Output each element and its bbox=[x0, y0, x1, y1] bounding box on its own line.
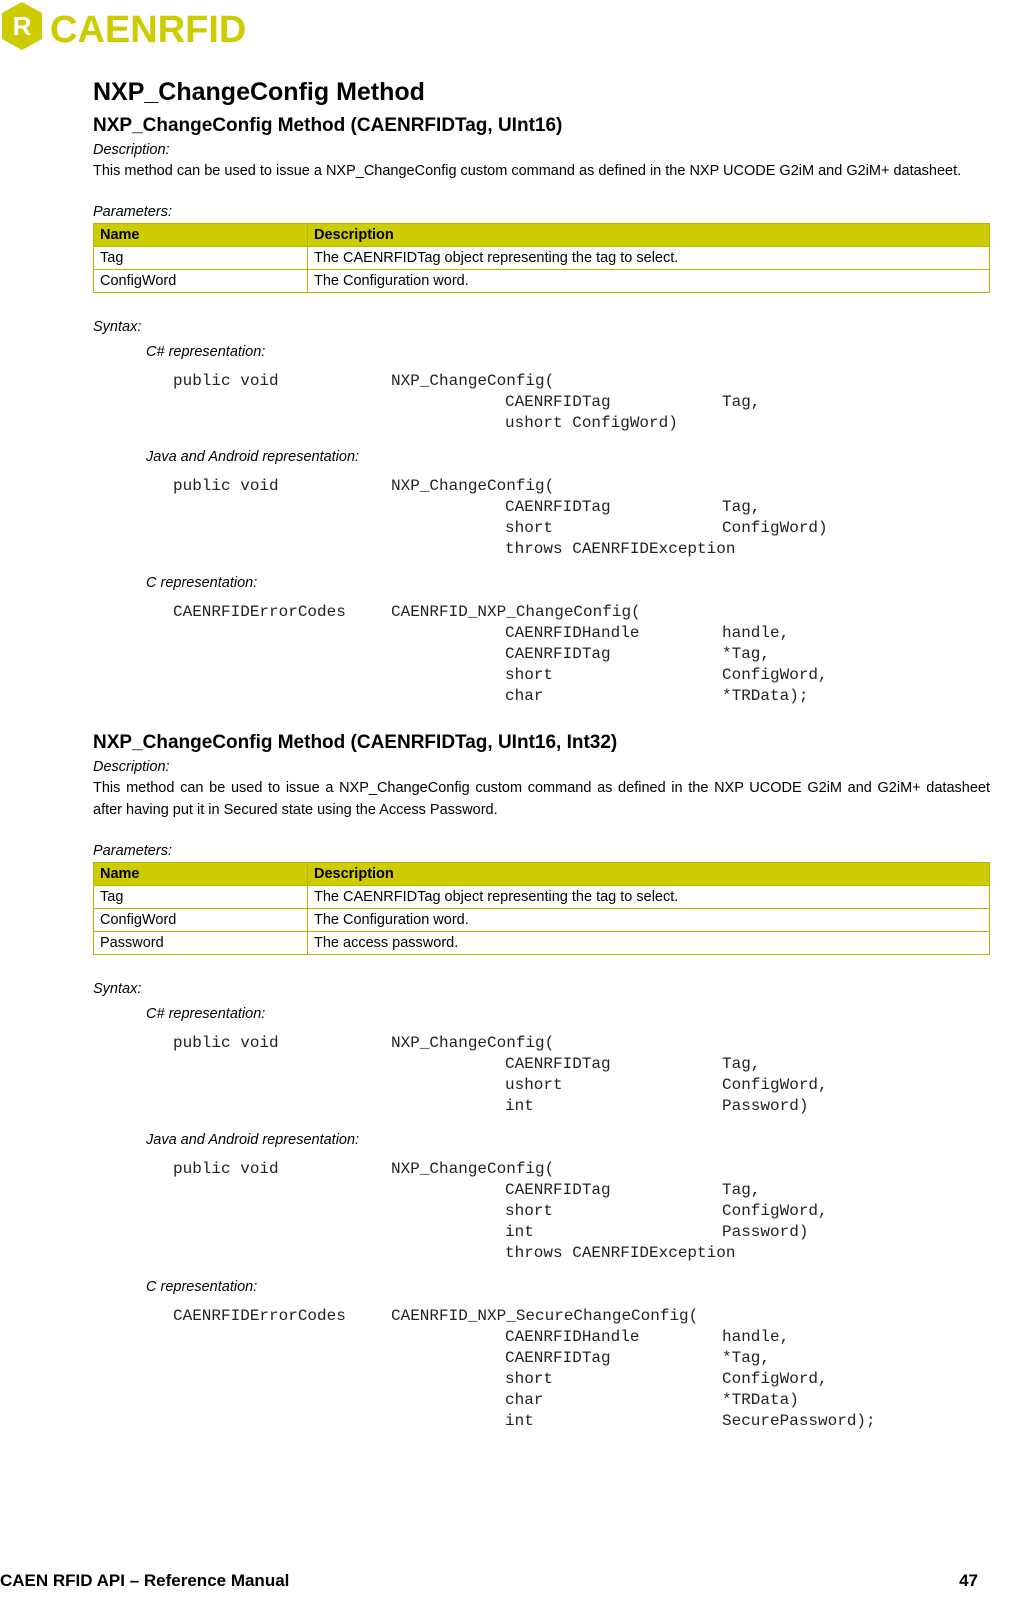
code-token: Tag, bbox=[722, 498, 761, 516]
code-line bbox=[173, 1327, 990, 1348]
code-line bbox=[173, 1411, 990, 1432]
code-token: int bbox=[505, 1097, 534, 1115]
code-token: int bbox=[505, 1412, 534, 1430]
code-token: CAENRFID_NXP_SecureChangeConfig( bbox=[391, 1307, 699, 1325]
code-line bbox=[173, 1243, 990, 1264]
code-token: ConfigWord) bbox=[722, 519, 828, 537]
code-token: NXP_ChangeConfig( bbox=[391, 372, 555, 390]
code-token: SecurePassword); bbox=[722, 1412, 876, 1430]
code-token: NXP_ChangeConfig( bbox=[391, 1034, 555, 1052]
code-line bbox=[173, 476, 990, 497]
code-line bbox=[173, 1096, 990, 1117]
header-description: Description bbox=[308, 863, 990, 886]
table-row bbox=[94, 909, 990, 932]
parameters-label: Parameters: bbox=[93, 843, 172, 859]
code-line bbox=[173, 1369, 990, 1390]
description-label: Description: bbox=[93, 142, 170, 158]
code-token: Tag, bbox=[722, 1055, 761, 1073]
code-line bbox=[173, 539, 990, 560]
table-row bbox=[94, 932, 990, 955]
code-token: CAENRFID_NXP_ChangeConfig( bbox=[391, 603, 641, 621]
code-token: ushort bbox=[505, 1076, 563, 1094]
footer-title: CAEN RFID API – Reference Manual bbox=[0, 1571, 290, 1590]
code-line bbox=[173, 413, 990, 434]
param-name: ConfigWord bbox=[94, 909, 308, 932]
code-token: short bbox=[505, 1202, 554, 1220]
table-header-row bbox=[94, 863, 990, 886]
code-token: CAENRFIDHandle bbox=[505, 624, 640, 642]
logo-text: CAENRFID bbox=[50, 9, 247, 51]
code-line bbox=[173, 1348, 990, 1369]
code-token: ConfigWord, bbox=[722, 1076, 828, 1094]
code-token: NXP_ChangeConfig( bbox=[391, 477, 555, 495]
code-line bbox=[173, 602, 990, 623]
header-description: Description bbox=[308, 224, 990, 247]
syntax-label: Syntax: bbox=[93, 319, 142, 335]
code-line bbox=[173, 1159, 990, 1180]
section-2 bbox=[93, 729, 990, 1432]
param-name: Password bbox=[94, 932, 308, 955]
csharp-code bbox=[173, 1033, 990, 1117]
csharp-label: C# representation: bbox=[146, 1006, 266, 1022]
page-number: 47 bbox=[959, 1571, 978, 1590]
code-line bbox=[173, 1054, 990, 1075]
table-row bbox=[94, 247, 990, 270]
section-1 bbox=[93, 112, 990, 707]
java-label: Java and Android representation: bbox=[146, 1132, 360, 1148]
code-line bbox=[173, 497, 990, 518]
parameters-table bbox=[93, 862, 990, 955]
java-code bbox=[173, 476, 990, 560]
parameters-label: Parameters: bbox=[93, 204, 172, 220]
param-name: ConfigWord bbox=[94, 270, 308, 293]
csharp-label: C# representation: bbox=[146, 344, 266, 360]
code-line bbox=[173, 665, 990, 686]
table-row bbox=[94, 886, 990, 909]
code-line bbox=[173, 1390, 990, 1411]
header-name: Name bbox=[94, 863, 308, 886]
code-token: *TRData) bbox=[722, 1391, 799, 1409]
param-name: Tag bbox=[94, 247, 308, 270]
description-text: This method can be used to issue a NXP_ChangeConfig custom command as defined in the NXP UCODE G2iM and G2iM+ datasheet after having put it in Secured state using the Access Password. bbox=[93, 780, 990, 818]
section-2-heading: NXP_ChangeConfig Method (CAENRFIDTag, UInt16, Int32) bbox=[93, 732, 618, 753]
code-line bbox=[173, 371, 990, 392]
code-line bbox=[173, 686, 990, 707]
code-token: public void bbox=[173, 1034, 279, 1052]
header-name: Name bbox=[94, 224, 308, 247]
code-token: CAENRFIDTag bbox=[505, 498, 611, 516]
code-token: char bbox=[505, 687, 544, 705]
code-line bbox=[173, 392, 990, 413]
c-code bbox=[173, 1306, 990, 1432]
code-token: ConfigWord, bbox=[722, 1202, 828, 1220]
code-token: short bbox=[505, 519, 554, 537]
code-token: CAENRFIDTag bbox=[505, 645, 611, 663]
param-description: The Configuration word. bbox=[308, 909, 990, 932]
java-label: Java and Android representation: bbox=[146, 449, 360, 465]
code-line bbox=[173, 1075, 990, 1096]
param-description: The access password. bbox=[308, 932, 990, 955]
code-line bbox=[173, 1306, 990, 1327]
c-code bbox=[173, 602, 990, 707]
c-label: C representation: bbox=[146, 575, 258, 591]
param-description: The Configuration word. bbox=[308, 270, 990, 293]
code-token: CAENRFIDTag bbox=[505, 1349, 611, 1367]
code-token: handle, bbox=[722, 624, 790, 642]
code-token: Tag, bbox=[722, 1181, 761, 1199]
caenrfid-logo bbox=[0, 0, 290, 58]
code-token: throws CAENRFIDException bbox=[505, 1244, 736, 1262]
code-token: NXP_ChangeConfig( bbox=[391, 1160, 555, 1178]
code-token: char bbox=[505, 1391, 544, 1409]
code-token: CAENRFIDTag bbox=[505, 1181, 611, 1199]
code-token: public void bbox=[173, 1160, 279, 1178]
code-token: handle, bbox=[722, 1328, 790, 1346]
c-label: C representation: bbox=[146, 1279, 258, 1295]
code-line bbox=[173, 1201, 990, 1222]
description-text: This method can be used to issue a NXP_ChangeConfig custom command as defined in the NXP UCODE G2iM and G2iM+ datasheet. bbox=[93, 163, 962, 179]
code-token: short bbox=[505, 666, 554, 684]
code-token: CAENRFIDHandle bbox=[505, 1328, 640, 1346]
code-token: ushort ConfigWord) bbox=[505, 414, 678, 432]
code-token: Password) bbox=[722, 1097, 809, 1115]
code-token: *Tag, bbox=[722, 645, 771, 663]
code-token: CAENRFIDErrorCodes bbox=[173, 1307, 346, 1325]
code-line bbox=[173, 623, 990, 644]
parameters-table bbox=[93, 223, 990, 293]
code-token: public void bbox=[173, 477, 279, 495]
code-token: public void bbox=[173, 372, 279, 390]
code-line bbox=[173, 518, 990, 539]
code-token: ConfigWord, bbox=[722, 666, 828, 684]
code-token: int bbox=[505, 1223, 534, 1241]
code-token: CAENRFIDTag bbox=[505, 1055, 611, 1073]
code-token: Tag, bbox=[722, 393, 761, 411]
code-line bbox=[173, 1180, 990, 1201]
code-token: *TRData); bbox=[722, 687, 809, 705]
code-token: Password) bbox=[722, 1223, 809, 1241]
section-1-heading: NXP_ChangeConfig Method (CAENRFIDTag, UInt16) bbox=[93, 115, 563, 136]
code-token: CAENRFIDTag bbox=[505, 393, 611, 411]
code-token: short bbox=[505, 1370, 554, 1388]
param-description: The CAENRFIDTag object representing the tag to select. bbox=[308, 886, 990, 909]
code-line bbox=[173, 644, 990, 665]
java-code bbox=[173, 1159, 990, 1264]
table-header-row bbox=[94, 224, 990, 247]
code-token: *Tag, bbox=[722, 1349, 771, 1367]
code-line bbox=[173, 1033, 990, 1054]
param-description: The CAENRFIDTag object representing the tag to select. bbox=[308, 247, 990, 270]
param-name: Tag bbox=[94, 886, 308, 909]
code-token: CAENRFIDErrorCodes bbox=[173, 603, 346, 621]
page-footer bbox=[0, 1571, 990, 1593]
description-label: Description: bbox=[93, 759, 170, 775]
code-line bbox=[173, 1222, 990, 1243]
syntax-label: Syntax: bbox=[93, 981, 142, 997]
code-token: throws CAENRFIDException bbox=[505, 540, 736, 558]
csharp-code bbox=[173, 371, 990, 434]
svg-text:R: R bbox=[12, 11, 32, 41]
page-content bbox=[93, 72, 990, 1444]
page-title: NXP_ChangeConfig Method bbox=[93, 78, 425, 106]
table-row bbox=[94, 270, 990, 293]
code-token: ConfigWord, bbox=[722, 1370, 828, 1388]
